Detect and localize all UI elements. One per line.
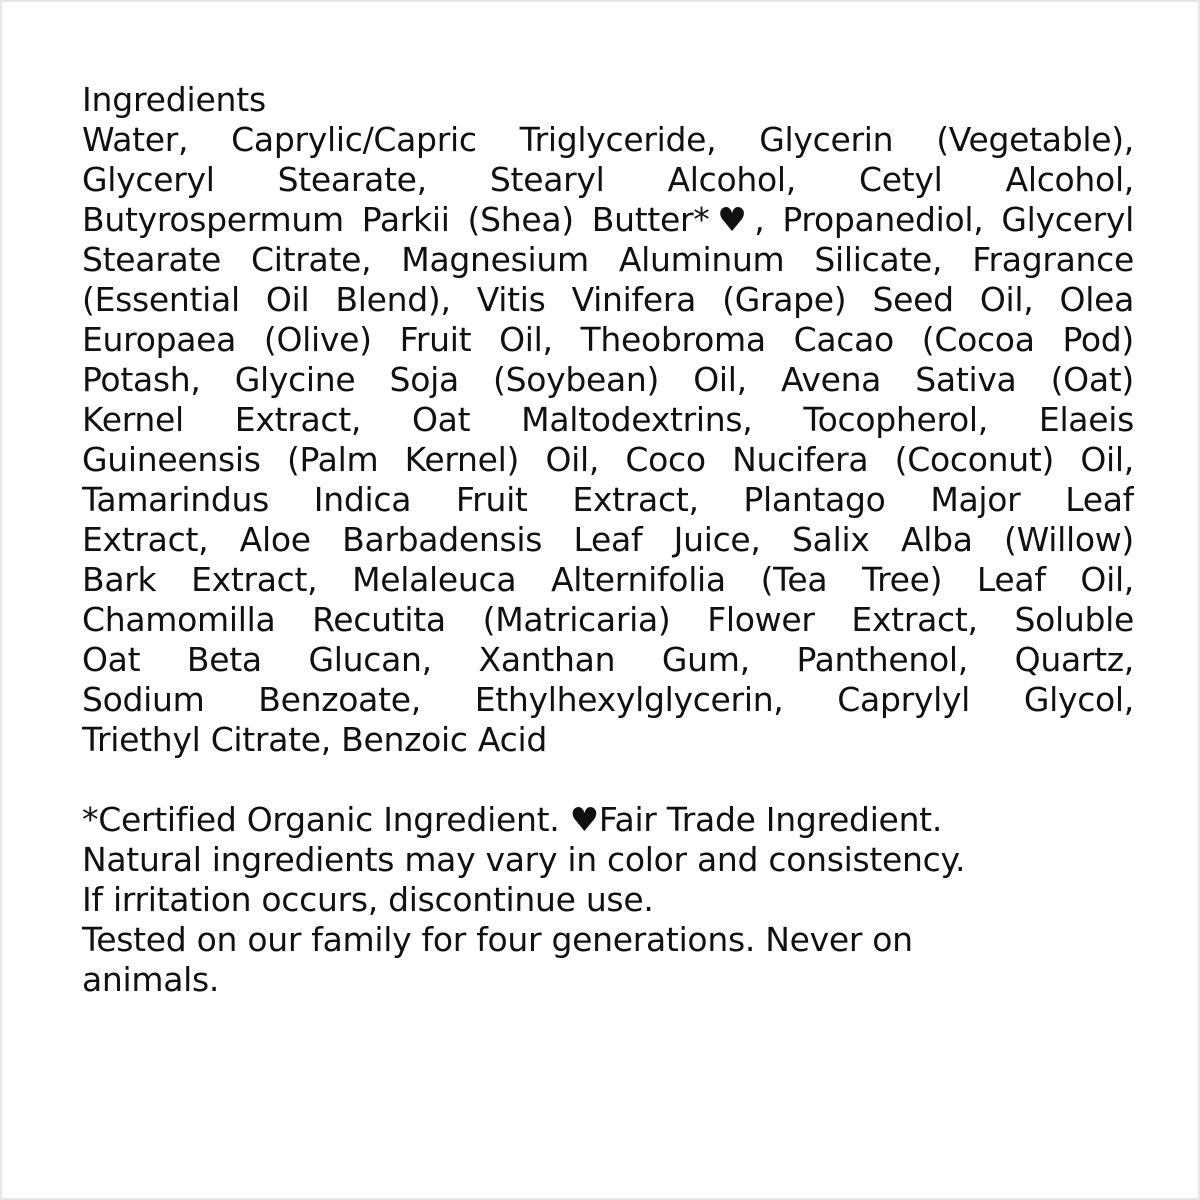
ingredient-line-last: Triethyl Citrate, Benzoic Acid — [82, 720, 547, 759]
ingredient-line: Bark Extract, Melaleuca Alternifolia (Tea Tree) Leaf Oil, — [82, 560, 1134, 599]
testing-note: Tested on our family for four generations. Never on — [82, 920, 913, 959]
ingredient-line: Oat Beta Glucan, Xanthan Gum, Panthenol, Quartz, — [82, 640, 1134, 679]
ingredient-line: Tamarindus Indica Fruit Extract, Plantago Major Leaf — [82, 480, 1134, 519]
ingredient-line: Stearate Citrate, Magnesium Aluminum Silicate, Fragrance — [82, 240, 1134, 279]
ingredient-line: Europaea (Olive) Fruit Oil, Theobroma Cacao (Cocoa Pod) — [82, 320, 1134, 359]
ingredient-line: Extract, Aloe Barbadensis Leaf Juice, Salix Alba (Willow) — [82, 520, 1134, 559]
ingredient-line: Potash, Glycine Soja (Soybean) Oil, Avena Sativa (Oat) — [82, 360, 1134, 399]
ingredient-line: Water, Caprylic/Capric Triglyceride, Glycerin (Vegetable), — [82, 120, 1134, 159]
certification-note: *Certified Organic Ingredient. ♥Fair Trade Ingredient. — [82, 800, 943, 839]
label-notes — [82, 800, 1134, 1000]
testing-note-continued: animals. — [82, 960, 220, 999]
ingredient-line: Glyceryl Stearate, Stearyl Alcohol, Cetyl Alcohol, — [82, 160, 1134, 199]
ingredients-section — [82, 80, 1134, 760]
ingredient-line: Kernel Extract, Oat Maltodextrins, Tocopherol, Elaeis — [82, 400, 1134, 439]
ingredient-line: Butyrospermum Parkii (Shea) Butter*♥, Propanediol, Glyceryl — [82, 200, 1134, 239]
ingredient-line: Sodium Benzoate, Ethylhexylglycerin, Caprylyl Glycol, — [82, 680, 1134, 719]
ingredient-line: Chamomilla Recutita (Matricaria) Flower Extract, Soluble — [82, 600, 1134, 639]
variation-note: Natural ingredients may vary in color and consistency. — [82, 840, 966, 879]
ingredient-line: (Essential Oil Blend), Vitis Vinifera (Grape) Seed Oil, Olea — [82, 280, 1134, 319]
irritation-warning: If irritation occurs, discontinue use. — [82, 880, 654, 919]
ingredient-line: Guineensis (Palm Kernel) Oil, Coco Nucifera (Coconut) Oil, — [82, 440, 1134, 479]
ingredients-heading: Ingredients — [82, 80, 267, 119]
